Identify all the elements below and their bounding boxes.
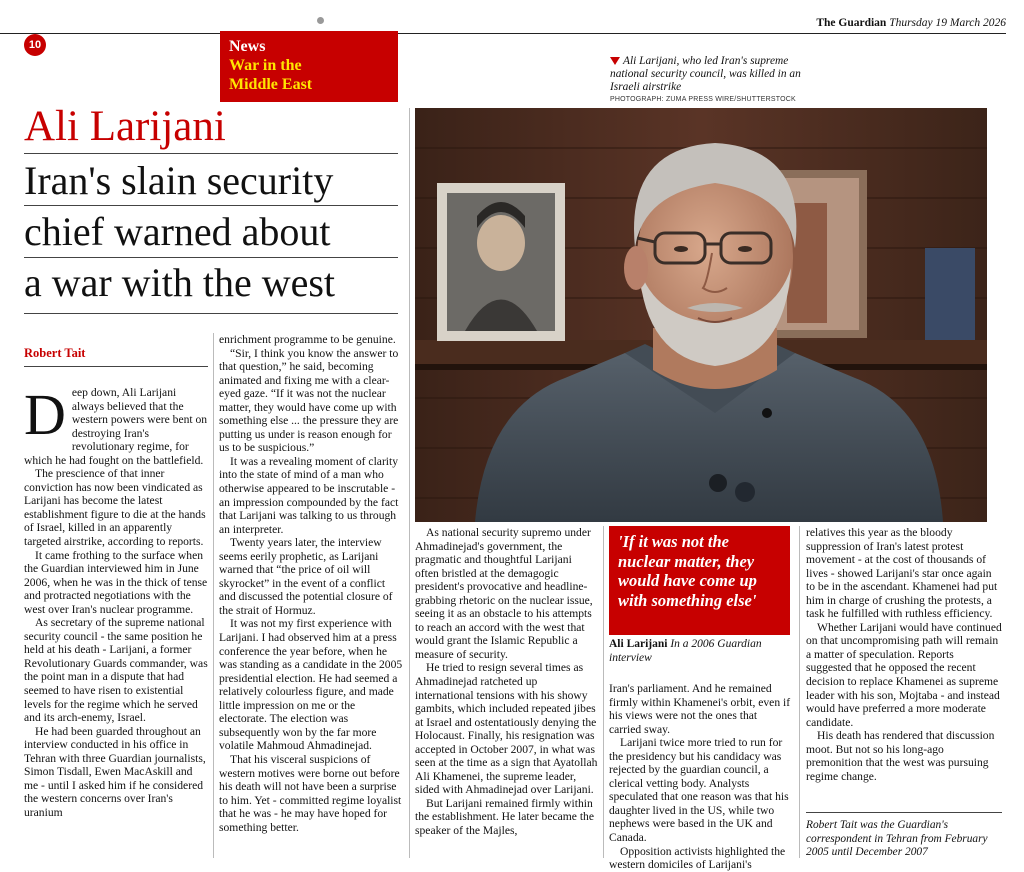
masthead-date: Thursday 19 March 2026	[889, 17, 1006, 29]
headline-line: Iran's slain security	[24, 158, 334, 203]
kicker-topic-line2: Middle East	[229, 76, 313, 93]
pull-quote-context: In a 2006 Guardian interview	[609, 638, 762, 664]
headline-line: chief warned about	[24, 209, 331, 254]
paragraph: That his visceral suspicions of western motives were borne out before his death will not have been a surprise to him. Yet - committed regime loyalist that he was - he may have hoped for something better.	[219, 752, 402, 834]
pull-quote: 'If it was not the nuclear matter, they would have come up with something else'	[609, 526, 790, 635]
paragraph: “Sir, I think you know the answer to that question,” he said, becoming animated and fixing me with a clear-eyed gaze. “If it was not the nuclear matter, they would have come up with something else ... the pressure they are putting us under is reason enough for us to be suspicious.”	[219, 346, 399, 455]
article-column-1	[24, 382, 208, 820]
paragraph: It came frothing to the surface when the Guardian interviewed him in June 2006, when he was in the thick of tense and protracted negotiations with the west over Iran's nuclear programme.	[24, 548, 208, 616]
article-column-3	[415, 526, 598, 838]
paragraph: relatives this year as the bloody suppression of Iran's latest protest movement - at the cost of thousands of lives - showed Larijani's star once again to be in the ascendant. Khamenei had put him in charge of crushing the protests, a task he fulfilled with ruthless efficiency.	[806, 526, 998, 621]
paragraph: As secretary of the supreme national security council - the same position he held at his death - Larijani, a former Revolutionary Guards commander, was the point man in a dispute that had seemed to have risen to existential levels for the regime which he served and its arch-enemy, Israel.	[24, 616, 208, 725]
paragraph: Larijani twice more tried to run for the presidency but his candidacy was rejected by the guardian council, a clerical vetting body. Analysts speculated that one reason was that his daughter lived in the US, while two nephews were based in the UK and Canada.	[609, 736, 789, 845]
paragraph: enrichment programme to be genuine.	[219, 333, 396, 346]
drop-cap: D	[24, 382, 66, 447]
headline-rule	[24, 205, 398, 206]
paragraph: But Larijani remained firmly within the establishment. He later became the speaker of the Majles,	[415, 796, 594, 838]
footnote-rule	[806, 812, 1002, 813]
paragraph: Opposition activists highlighted the western domiciles of Larijani's	[609, 844, 786, 872]
paragraph: Whether Larijani would have continued on that uncompromising path will remain a matter of speculation. Reports suggested that he opposed the recent decision to replace Khamenei as supreme leader with his son, Mojtaba - and instead would have preferred a more moderate candidate.	[806, 620, 1002, 729]
headline-name: Ali Larijani	[24, 103, 226, 150]
paragraph: It was not my first experience with Larijani. I had observed him at a press conference the year before, when he was standing as a candidate in the 2005 presidential election. He had seemed a relatively colourless figure, and made little impression on me or the electorate. The election was subsequently won by the far more volatile Mahmoud Ahmadinejad.	[219, 617, 403, 753]
column-divider	[603, 526, 604, 858]
masthead-paper: The Guardian	[816, 17, 887, 29]
paragraph: Iran's parliament. And he remained firmly within Khamenei's orbit, even if his views were not the ones that carried sway.	[609, 682, 791, 736]
paragraph: As national security supremo under Ahmadinejad's government, the pragmatic and thoughtful Larijani often bristled at the demagogic president's provocative and headline-grabbing rhetoric on the nuclear issue, seeing it as an obstacle to his attempts to reach an accord with the west that would grant the Islamic Republic a measure of security.	[415, 526, 593, 661]
headline-rule	[24, 153, 398, 154]
paragraph: His death has rendered that discussion moot. But not so his long-ago premonition that the west was pursuing regime change.	[806, 729, 995, 783]
paragraph: He had been guarded throughout an interview conducted in his office in Tehran with three Guardian journalists, Simon Tisdall, Ewen MacAskill and me - until I asked him if he considered the western concerns over Iran's uranium	[24, 724, 206, 819]
article-column-2	[219, 333, 403, 834]
byline-rule	[24, 366, 208, 367]
headline-rule	[24, 257, 398, 258]
column-divider	[213, 333, 214, 858]
paragraph: He tried to resign several times as Ahmadinejad ratcheted up international tensions with his showy gambits, which included repeated jibes at Israel and ostentatiously denying the Holocaust. Finally, his resignation was accepted in October 2007, in what was seen at the time as a sign that Ayatollah Ali Khamenei, the supreme leader, sided with Ahmadinejad over Larijani.	[415, 661, 598, 797]
column-divider	[409, 108, 410, 858]
photo-caption: Ali Larijani, who led Iran's supreme national security council, was killed in an Israeli airstrike	[610, 55, 801, 94]
byline: Robert Tait	[24, 346, 86, 360]
kicker-topic-line1: War in the	[229, 57, 302, 74]
author-footnote: Robert Tait was the Guardian's correspondent in Tehran from February 2005 until December 2007	[806, 819, 988, 858]
photo-credit: PHOTOGRAPH: ZUMA PRESS WIRE/SHUTTERSTOCK	[610, 96, 796, 103]
top-rule	[0, 33, 1006, 34]
pull-quote-speaker: Ali Larijani	[609, 638, 668, 650]
page-dot	[317, 17, 324, 24]
column-divider	[799, 526, 800, 858]
headline-rule	[24, 313, 398, 314]
paragraph: Deep down, Ali Larijani always believed that the western powers were bent on destroying Iran's revolutionary regime, for which he had fought on the battlefield.	[24, 382, 208, 467]
portrait-photo	[415, 108, 987, 522]
headline-line: a war with the west	[24, 260, 336, 305]
paragraph: It was a revealing moment of clarity into the state of mind of a man who otherwise appeared to be inscrutable - an impression compounded by the fact that Larijani was talking to us through an interpreter.	[219, 454, 399, 536]
paragraph: Twenty years later, the interview seems eerily prophetic, as Larijani warned that “the price of oil will skyrocket” in the event of a conflict and discussed the potential closure of the strait of Hormuz.	[219, 536, 393, 617]
headline	[24, 155, 404, 308]
masthead	[816, 17, 1006, 29]
pull-quote-attribution	[609, 638, 791, 665]
section-kicker	[220, 31, 398, 102]
paragraph: The prescience of that inner conviction has now been vindicated as Larijani has become the latest establishment figure to die at the hands of Israel, killed in an apparently targeted airstrike, according to reports.	[24, 467, 206, 549]
article-column-4	[609, 682, 791, 872]
article-column-5	[806, 526, 1002, 783]
kicker-section: News	[229, 38, 266, 55]
page-number: 10	[24, 34, 46, 56]
